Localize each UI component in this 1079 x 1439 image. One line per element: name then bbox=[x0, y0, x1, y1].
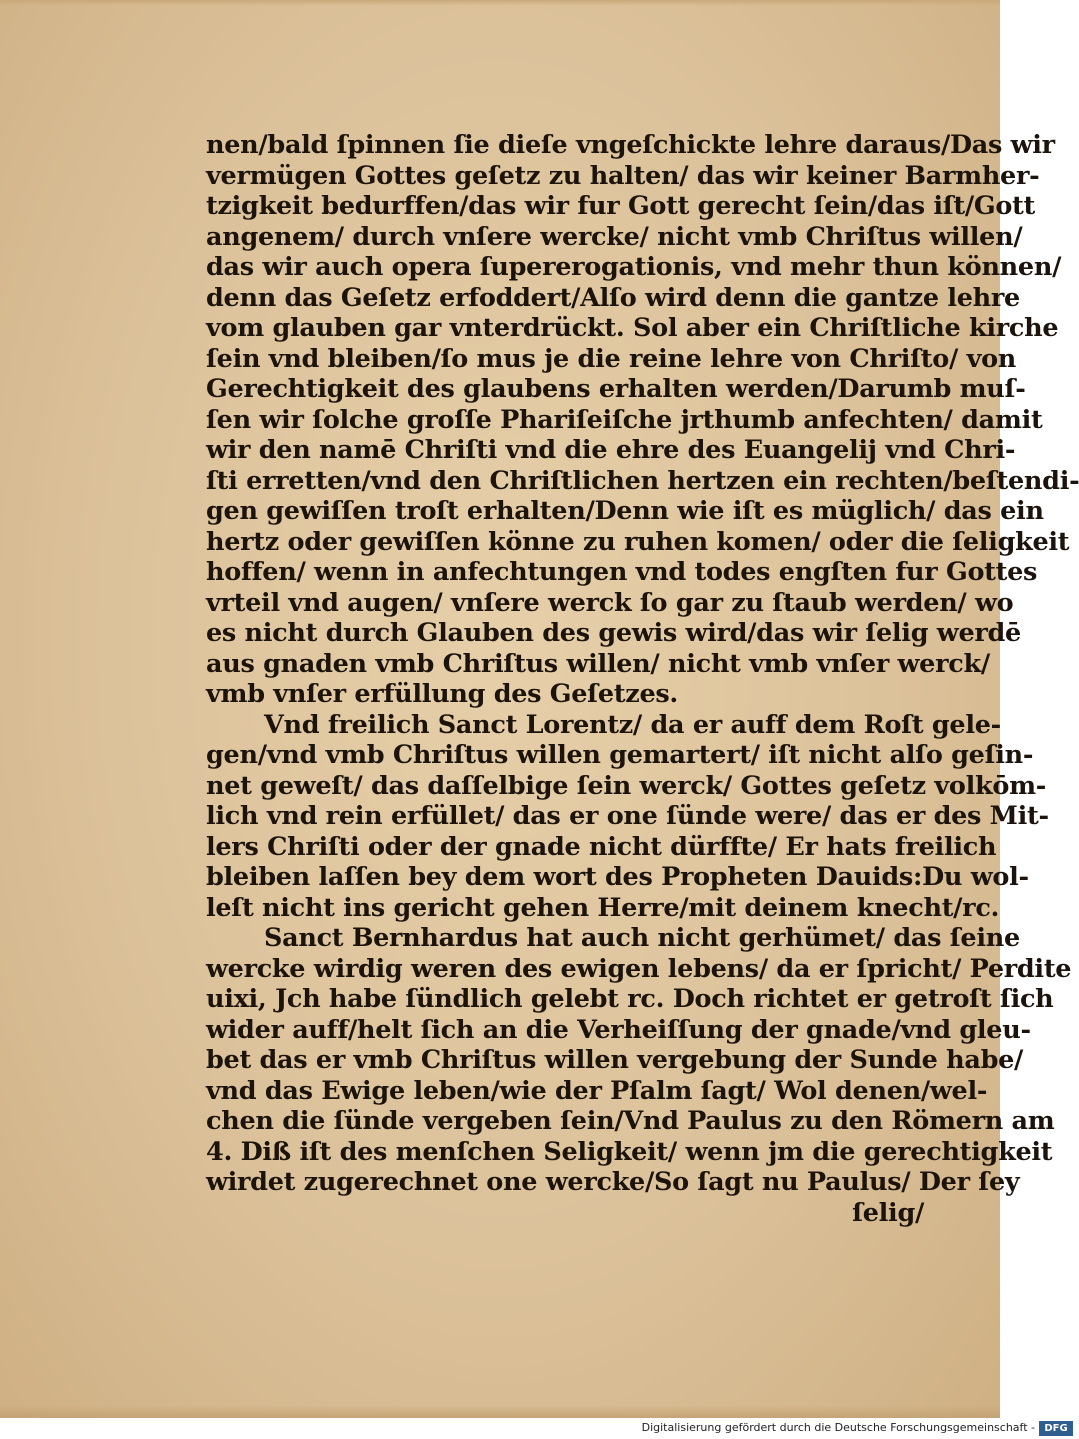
text-line: wercke wirdig weren des ewigen lebens/ da er ſpricht/ Perdite bbox=[206, 953, 1072, 984]
text-line: lers Chriſti oder der gnade nicht dürffte/ Er hats freilich bbox=[206, 831, 997, 862]
text-line: wider auff/helt ſich an die Verheiſſung der gnade/vnd gleu- bbox=[206, 1014, 1031, 1045]
paragraph-first-line: Vnd freilich Sanct Lorentz/ da er auff dem Roſt gele- bbox=[264, 709, 1001, 740]
digitization-credit: Digitalisierung gefördert durch die Deutsche Forschungsgemeinschaft - bbox=[641, 1421, 1035, 1434]
text-line: gen gewiſſen troſt erhalten/Denn wie iſt es müglich/ das ein bbox=[206, 496, 1044, 526]
text-line: chen die ſünde vergeben ſein/Vnd Paulus zu den Römern am bbox=[206, 1106, 1055, 1136]
text-line: uixi, Jch habe ſündlich gelebt rc. Doch richtet er getroſt ſich bbox=[206, 984, 1054, 1014]
text-line: ſen wir ſolche groſſe Phariſeiſche jrthumb anfechten/ damit bbox=[206, 404, 1043, 435]
text-line: Gerechtigkeit des glaubens erhalten werden/Darumb muſ- bbox=[206, 374, 1026, 404]
text-line: lich vnd rein erfüllet/ das er one ſünde were/ das er des Mit- bbox=[206, 801, 1049, 831]
page-text bbox=[206, 130, 1079, 1228]
text-line: tzigkeit bedurffen/das wir fur Gott gerecht ſein/das iſt/Gott bbox=[206, 191, 1036, 221]
text-line: hoffen/ wenn in anfechtungen vnd todes engſten fur Gottes bbox=[206, 557, 1038, 587]
page-edge-top bbox=[0, 0, 1000, 6]
text-line: das wir auch opera ſupererogationis, vnd mehr thun können/ bbox=[206, 252, 1062, 282]
page-edge-bottom bbox=[0, 1405, 1000, 1418]
text-line: denn das Geſetz erfoddert/Alſo wird denn die gantze lehre bbox=[206, 282, 1020, 313]
text-line: leſt nicht ins gericht gehen Herre/mit deinem knecht/rc. bbox=[206, 892, 1000, 923]
text-line: vmb vnſer erfüllung des Geſetzes. bbox=[206, 679, 678, 709]
text-line: bleiben laſſen bey dem wort des Propheten Dauids:Du wol- bbox=[206, 862, 1029, 892]
text-line: vermügen Gottes geſetz zu halten/ das wir keiner Barmher- bbox=[206, 160, 1040, 191]
text-line: 4. Diß iſt des menſchen Seligkeit/ wenn jm die gerechtigkeit bbox=[206, 1136, 1053, 1167]
text-line: vnd das Ewige leben/wie der Pſalm ſagt/ Wol denen/wel- bbox=[206, 1075, 988, 1106]
text-line: angenem/ durch vnſere wercke/ nicht vmb Chriſtus willen/ bbox=[206, 221, 1023, 252]
text-line: ſti erretten/vnd den Chriſtlichen hertzen ein rechten/beſtendi- bbox=[206, 465, 1079, 496]
text-line: wir den namē Chriſti vnd die ehre des Euangelij vnd Chri- bbox=[206, 435, 1016, 465]
dfg-logo-icon: DFG bbox=[1039, 1421, 1073, 1436]
text-line: hertz oder gewiſſen könne zu ruhen komen/ oder die ſeligkeit bbox=[206, 526, 1070, 557]
paragraph-first-line: Sanct Bernhardus hat auch nicht gerhümet/ das ſeine bbox=[264, 923, 1020, 953]
text-line: aus gnaden vmb Chriſtus willen/ nicht vmb vnſer werck/ bbox=[206, 648, 990, 679]
text-line: nen/bald ſpinnen ſie dieſe vngeſchickte lehre daraus/Das wir bbox=[206, 130, 1055, 160]
text-line: net geweſt/ das daſſelbige ſein werck/ Gottes geſetz volkōm- bbox=[206, 770, 1047, 801]
text-line: vom glauben gar vnterdrückt. Sol aber ein Chriſtliche kirche bbox=[206, 313, 1059, 343]
catchword: ſelig/ bbox=[852, 1197, 924, 1228]
text-line: vrteil vnd augen/ vnſere werck ſo gar zu ſtaub werden/ wo bbox=[206, 587, 1014, 618]
text-line: gen/vnd vmb Chriſtus willen gemartert/ iſt nicht alſo geſin- bbox=[206, 740, 1034, 770]
text-line: ſein vnd bleiben/ſo mus je die reine lehre von Chriſto/ von bbox=[206, 343, 1017, 374]
text-line: bet das er vmb Chriſtus willen vergebung der Sunde habe/ bbox=[206, 1045, 1024, 1075]
text-line: wirdet zugerechnet one wercke/So ſagt nu Paulus/ Der ſey bbox=[206, 1167, 1020, 1197]
text-line: es nicht durch Glauben des gewis wird/das wir ſelig werdē bbox=[206, 618, 1021, 648]
